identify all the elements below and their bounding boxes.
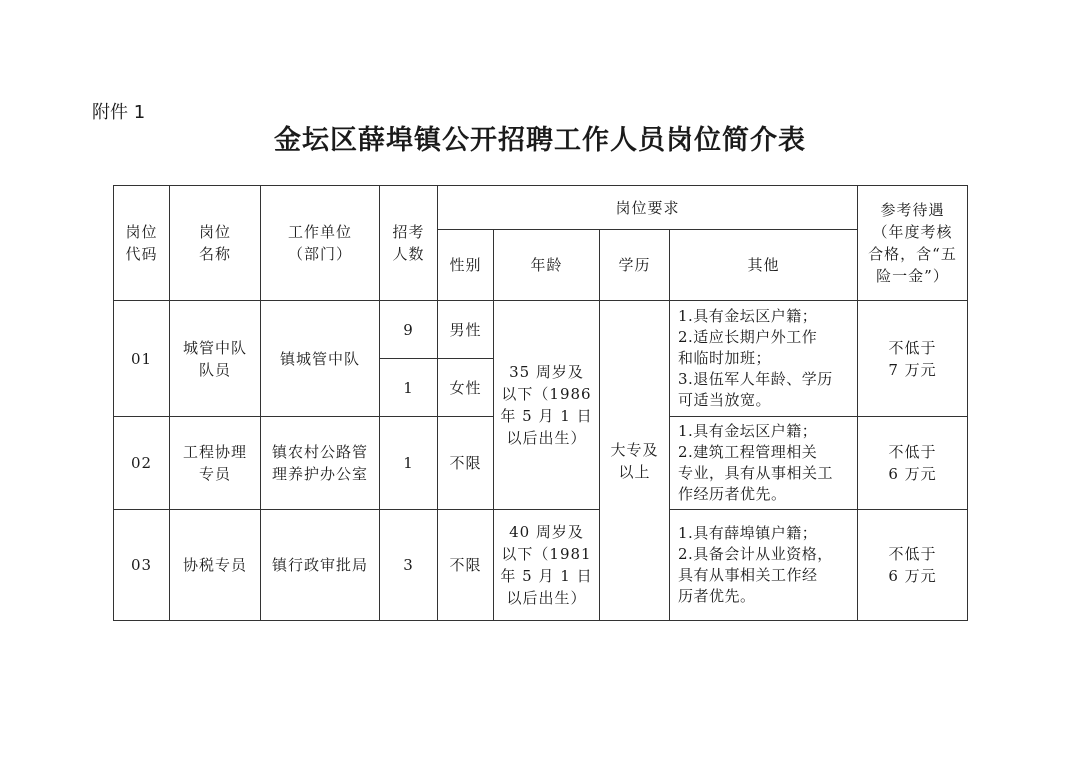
cell-count-female: 1: [380, 359, 438, 417]
header-other: 其他: [670, 230, 858, 301]
cell-other: 1.具有金坛区户籍； 2.适应长期户外工作 和临时加班； 3.退伍军人年龄、学历 可适当放宽。: [670, 301, 858, 417]
table-row: [114, 510, 968, 621]
position-table: [113, 185, 968, 621]
cell-count: 3: [380, 510, 438, 621]
cell-salary: 不低于 6 万元: [858, 417, 968, 510]
header-count: 招考 人数: [380, 186, 438, 301]
cell-code: 01: [114, 301, 170, 417]
cell-gender-female: 女性: [438, 359, 494, 417]
header-unit: 工作单位 （部门）: [261, 186, 380, 301]
cell-gender-male: 男性: [438, 301, 494, 359]
cell-count-male: 9: [380, 301, 438, 359]
cell-other: 1.具有薛埠镇户籍； 2.具备会计从业资格， 具有从事相关工作经 历者优先。: [670, 510, 858, 621]
header-code: 岗位 代码: [114, 186, 170, 301]
cell-name: 城管中队 队员: [170, 301, 261, 417]
cell-name: 工程协理 专员: [170, 417, 261, 510]
attachment-label: 附件 1: [92, 102, 146, 123]
cell-other: 1.具有金坛区户籍； 2.建筑工程管理相关 专业，具有从事相关工 作经历者优先。: [670, 417, 858, 510]
cell-education: 大专及 以上: [600, 301, 670, 621]
cell-age-35: 35 周岁及 以下（1986 年 5 月 1 日 以后出生）: [494, 301, 600, 510]
cell-unit: 镇行政审批局: [261, 510, 380, 621]
header-salary: 参考待遇 （年度考核 合格，含“五 险一金”）: [858, 186, 968, 301]
cell-gender: 不限: [438, 510, 494, 621]
cell-salary: 不低于 6 万元: [858, 510, 968, 621]
header-education: 学历: [600, 230, 670, 301]
cell-age-40: 40 周岁及 以下（1981 年 5 月 1 日 以后出生）: [494, 510, 600, 621]
header-gender: 性别: [438, 230, 494, 301]
cell-count: 1: [380, 417, 438, 510]
cell-unit: 镇农村公路管 理养护办公室: [261, 417, 380, 510]
cell-unit: 镇城管中队: [261, 301, 380, 417]
cell-code: 02: [114, 417, 170, 510]
cell-name: 协税专员: [170, 510, 261, 621]
page-title: 金坛区薛埠镇公开招聘工作人员岗位简介表: [274, 125, 806, 156]
header-requirements: 岗位要求: [438, 186, 858, 230]
cell-salary: 不低于 7 万元: [858, 301, 968, 417]
cell-code: 03: [114, 510, 170, 621]
cell-gender: 不限: [438, 417, 494, 510]
header-age: 年龄: [494, 230, 600, 301]
table-row: [114, 301, 968, 359]
header-name: 岗位 名称: [170, 186, 261, 301]
